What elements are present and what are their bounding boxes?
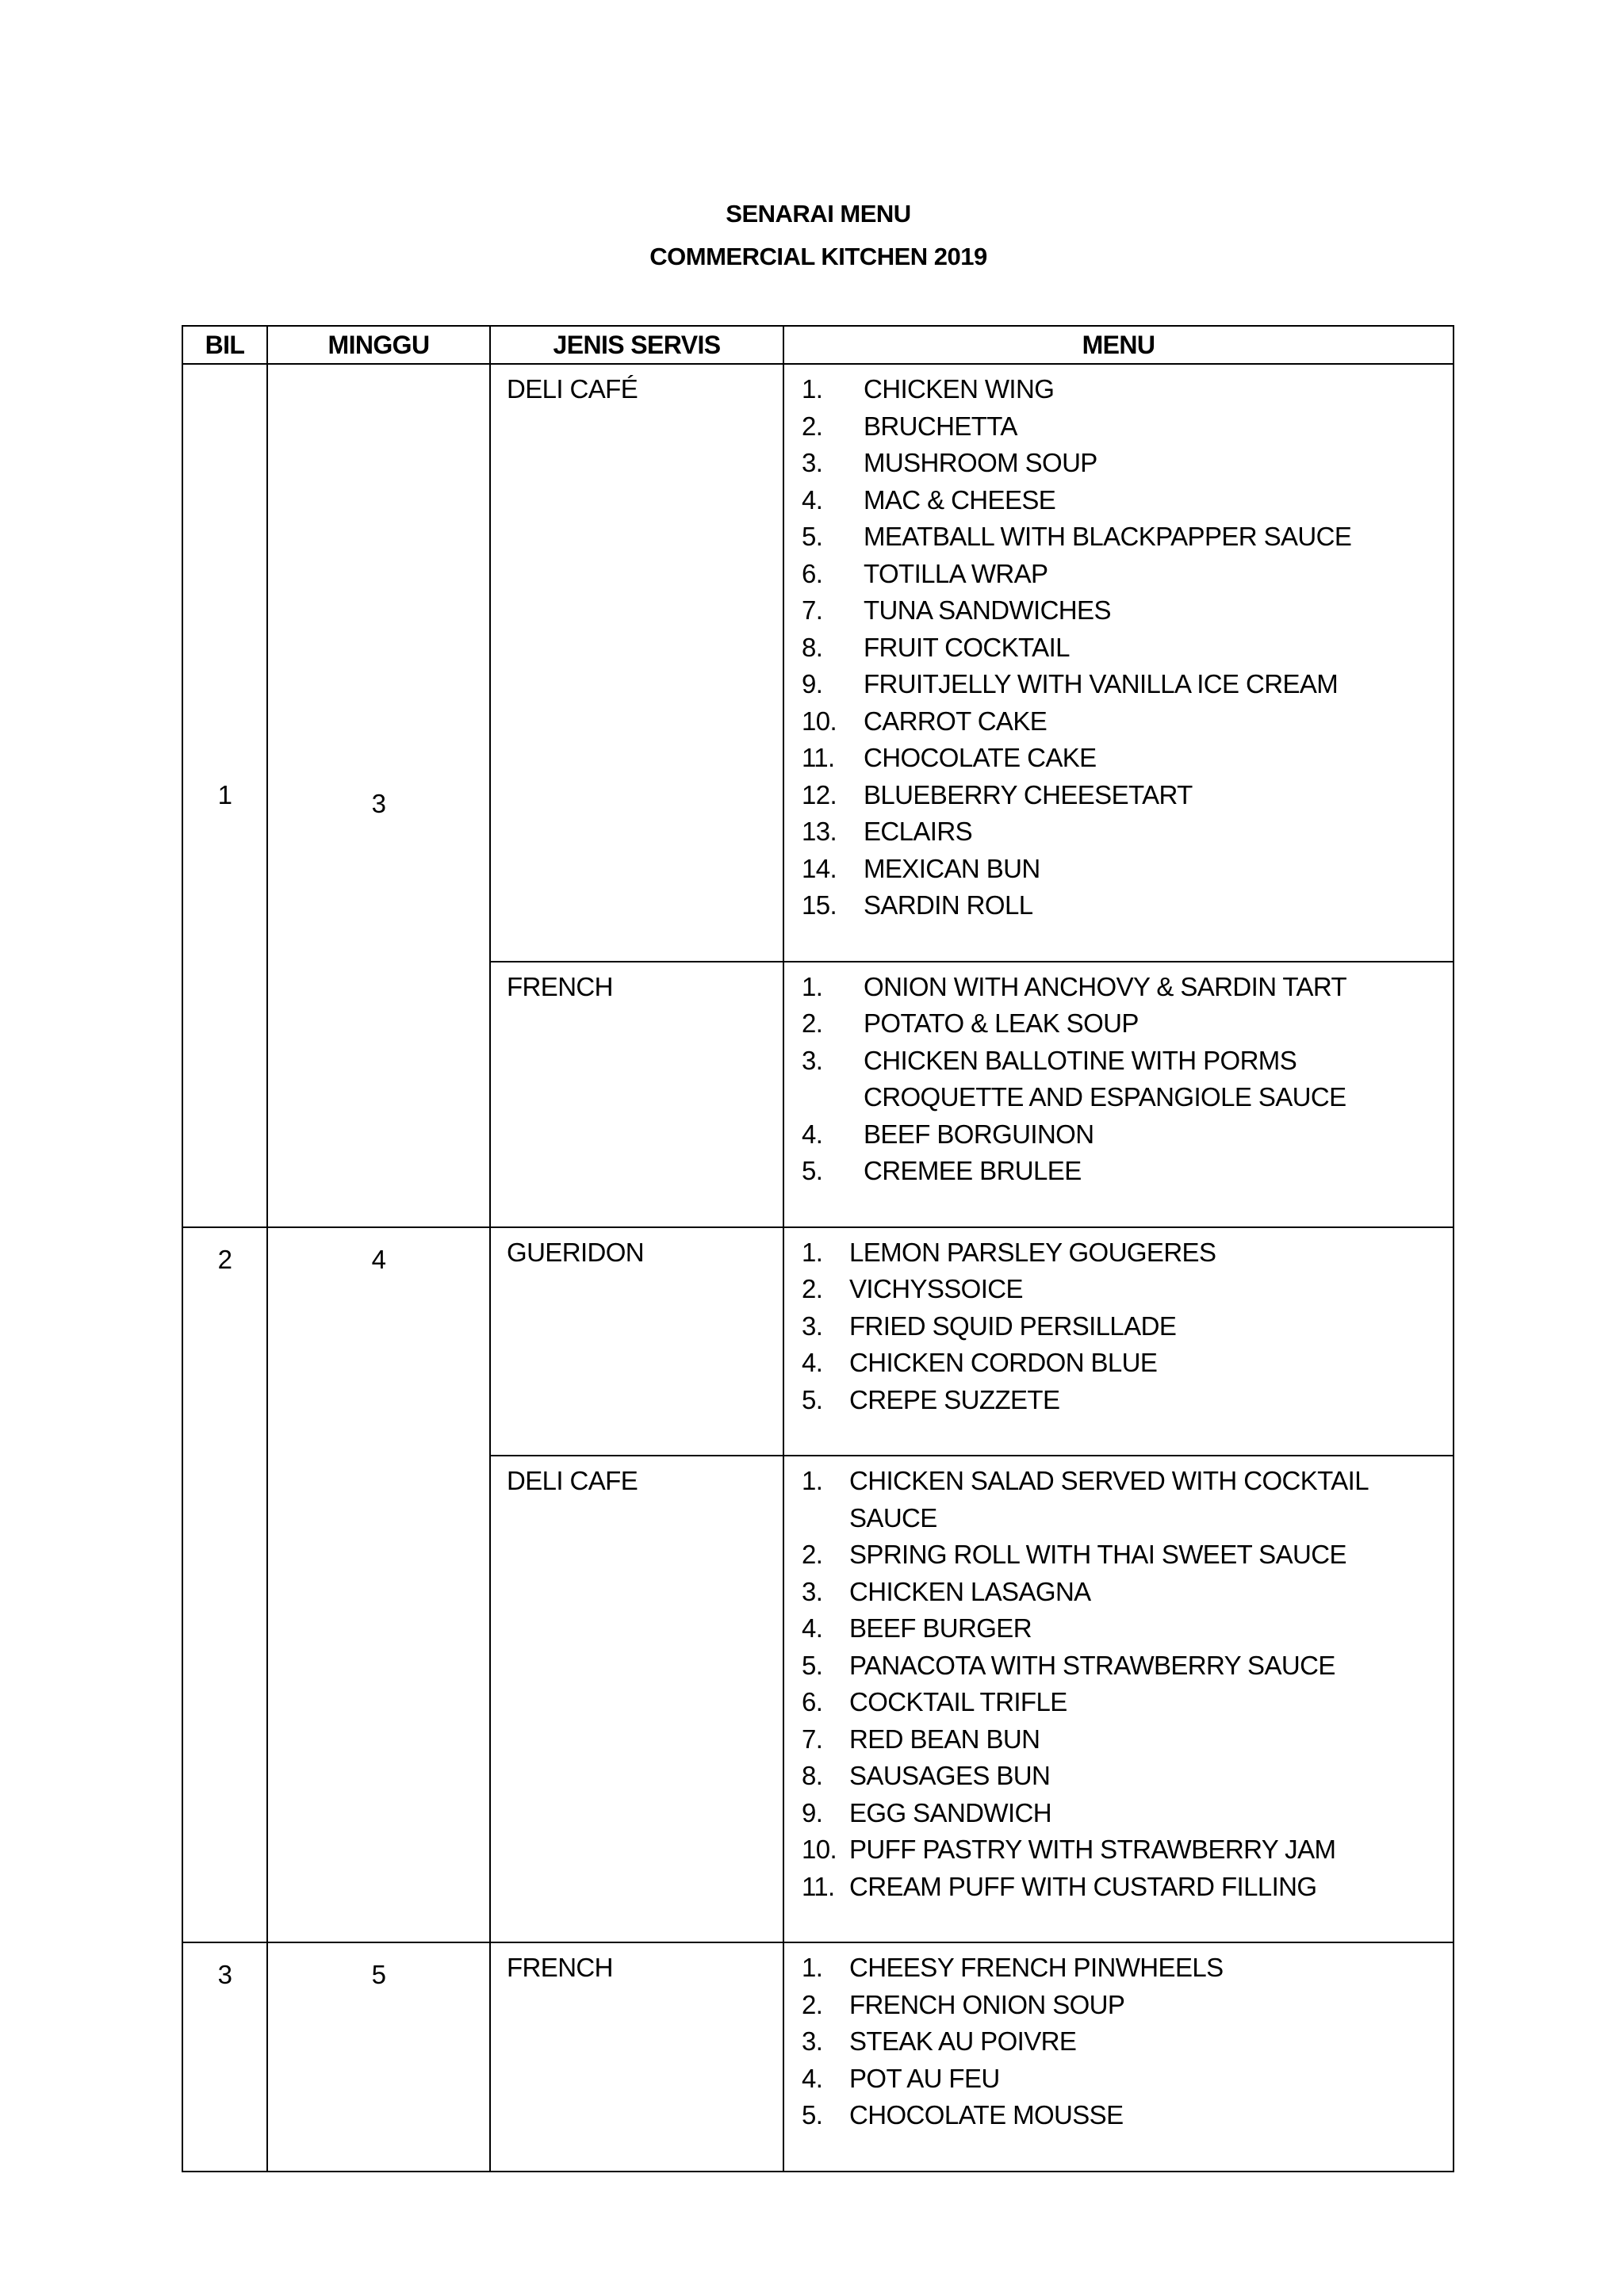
list-item [784, 629, 1453, 667]
item-number: 2. [802, 1540, 823, 1569]
item-number: 1. [802, 1237, 823, 1267]
item-number: 2. [802, 1274, 823, 1303]
item-text: POT AU FEU [849, 2063, 1000, 2093]
item-number: 4. [802, 1119, 823, 1149]
item-text: VICHYSSOICE [849, 1274, 1023, 1303]
item-text: CREMEE BRULEE [864, 1156, 1082, 1185]
item-text: BRUCHETTA [864, 411, 1017, 441]
item-number: 3. [802, 1311, 823, 1341]
list-item [784, 519, 1453, 556]
menu-item-list [784, 371, 1453, 924]
list-item [784, 1116, 1453, 1154]
menu-table-body [182, 364, 1454, 2172]
item-text: CHOCOLATE MOUSSE [849, 2100, 1124, 2130]
item-number: 10. [802, 1835, 837, 1864]
list-item [784, 813, 1453, 851]
item-number: 3. [802, 1045, 823, 1075]
item-number: 4. [802, 484, 823, 515]
bil-cell: 2 [182, 1227, 267, 1943]
item-text: CHICKEN BALLOTINE WITH PORMS CROQUETTE AND ESPANGIOLE SAUCE [864, 1045, 1346, 1112]
service-type-cell: DELI CAFÉ [490, 364, 783, 962]
item-number: 9. [802, 669, 823, 698]
item-number: 3. [802, 448, 823, 477]
item-number: 9. [802, 1797, 823, 1827]
item-text: SPRING ROLL WITH THAI SWEET SAUCE [849, 1540, 1346, 1569]
item-text: FRENCH ONION SOUP [849, 1989, 1125, 2019]
list-item [784, 1005, 1453, 1043]
menu-item-list [784, 1950, 1453, 2134]
item-number: 1. [802, 1466, 823, 1495]
item-text: CREAM PUFF WITH CUSTARD FILLING [849, 1871, 1317, 1901]
list-item [784, 1869, 1453, 1906]
item-number: 2. [802, 1989, 823, 2019]
list-item [784, 1987, 1453, 2024]
list-item [784, 1610, 1453, 1647]
list-item [784, 703, 1453, 740]
item-text: CHEESY FRENCH PINWHEELS [849, 1953, 1224, 1982]
list-item [784, 1647, 1453, 1685]
menu-table [182, 325, 1454, 2172]
list-item [784, 1345, 1453, 1382]
list-item [784, 1574, 1453, 1611]
column-header-minggu: MINGGU [267, 326, 490, 364]
table-row [182, 1227, 1454, 1456]
item-text: SAUSAGES BUN [849, 1761, 1051, 1790]
item-text: CHICKEN WING [864, 374, 1055, 404]
item-text: SARDIN ROLL [864, 890, 1033, 920]
item-text: CHICKEN SALAD SERVED WITH COCKTAIL SAUCE [849, 1466, 1368, 1533]
item-number: 12. [802, 779, 837, 809]
item-text: ONION WITH ANCHOVY & SARDIN TART [864, 971, 1347, 1001]
item-text: CARROT CAKE [864, 706, 1048, 736]
list-item [784, 666, 1453, 703]
item-text: CHICKEN LASAGNA [849, 1576, 1091, 1606]
list-item [784, 1153, 1453, 1190]
list-item [784, 1308, 1453, 1345]
list-item [784, 969, 1453, 1006]
menu-items-cell [783, 962, 1454, 1227]
item-text: PANACOTA WITH STRAWBERRY SAUCE [849, 1650, 1335, 1680]
item-number: 15. [802, 890, 837, 920]
item-number: 8. [802, 632, 823, 662]
list-item [784, 1950, 1453, 1987]
item-number: 1. [802, 971, 823, 1001]
item-number: 13. [802, 817, 837, 846]
item-text: MEXICAN BUN [864, 853, 1040, 883]
list-item [784, 2023, 1453, 2061]
item-text: FRUIT COCKTAIL [864, 632, 1070, 662]
list-item [784, 1271, 1453, 1308]
menu-item-list [784, 1463, 1453, 1905]
table-row [182, 364, 1454, 962]
item-number: 1. [802, 1953, 823, 1982]
list-item [784, 592, 1453, 629]
list-item [784, 777, 1453, 814]
minggu-cell: 4 [267, 1227, 490, 1943]
item-number: 10. [802, 706, 837, 736]
list-item [784, 851, 1453, 888]
service-type-cell: FRENCH [490, 1942, 783, 2172]
item-number: 5. [802, 1156, 823, 1185]
item-text: FRIED SQUID PERSILLADE [849, 1311, 1177, 1341]
list-item [784, 1043, 1453, 1116]
column-header-bil: BIL [182, 326, 267, 364]
item-number: 5. [802, 2100, 823, 2130]
item-text: BLUEBERRY CHEESETART [864, 779, 1193, 809]
menu-item-list [784, 969, 1453, 1190]
item-number: 4. [802, 2063, 823, 2093]
column-header-menu: MENU [783, 326, 1454, 364]
list-item [784, 1234, 1453, 1272]
list-item [784, 1463, 1453, 1536]
menu-items-cell [783, 1942, 1454, 2172]
item-text: COCKTAIL TRIFLE [849, 1687, 1067, 1716]
item-number: 14. [802, 853, 837, 883]
item-number: 4. [802, 1613, 823, 1643]
item-number: 3. [802, 2026, 823, 2056]
list-item [784, 1831, 1453, 1869]
item-text: EGG SANDWICH [849, 1797, 1051, 1827]
item-number: 3. [802, 1576, 823, 1606]
item-number: 2. [802, 411, 823, 441]
item-number: 4. [802, 1348, 823, 1377]
service-type-cell: DELI CAFE [490, 1456, 783, 1942]
item-text: STEAK AU POIVRE [849, 2026, 1077, 2056]
bil-cell: 1 [182, 364, 267, 1227]
list-item [784, 887, 1453, 924]
item-text: MAC & CHEESE [864, 484, 1056, 515]
item-number: 5. [802, 1384, 823, 1414]
item-number: 5. [802, 522, 823, 551]
minggu-cell: 3 [267, 364, 490, 1227]
item-text: CREPE SUZZETE [849, 1384, 1060, 1414]
document-subtitle: COMMERCIAL KITCHEN 2019 [649, 243, 987, 270]
list-item [784, 1721, 1453, 1758]
item-text: PUFF PASTRY WITH STRAWBERRY JAM [849, 1835, 1336, 1864]
item-number: 5. [802, 1650, 823, 1680]
item-text: TOTILLA WRAP [864, 558, 1048, 588]
item-number: 7. [802, 595, 823, 625]
item-number: 6. [802, 558, 823, 588]
item-number: 1. [802, 374, 823, 404]
item-text: RED BEAN BUN [849, 1724, 1040, 1754]
header-row [182, 326, 1454, 364]
item-number: 8. [802, 1761, 823, 1790]
menu-items-cell [783, 1227, 1454, 1456]
item-number: 2. [802, 1008, 823, 1038]
list-item [784, 1758, 1453, 1795]
item-number: 11. [802, 1871, 835, 1901]
item-number: 6. [802, 1687, 823, 1716]
item-text: MUSHROOM SOUP [864, 448, 1097, 477]
item-text: LEMON PARSLEY GOUGERES [849, 1237, 1216, 1267]
list-item [784, 408, 1453, 446]
item-text: BEEF BURGER [849, 1613, 1032, 1643]
item-text: TUNA SANDWICHES [864, 595, 1111, 625]
column-header-jenis-servis: JENIS SERVIS [490, 326, 783, 364]
list-item [784, 445, 1453, 482]
list-item [784, 1684, 1453, 1721]
table-row [182, 1942, 1454, 2172]
menu-items-cell [783, 1456, 1454, 1942]
document-title: SENARAI MENU [726, 200, 911, 228]
item-text: FRUITJELLY WITH VANILLA ICE CREAM [864, 669, 1339, 698]
list-item [784, 482, 1453, 519]
list-item [784, 1382, 1453, 1419]
item-number: 7. [802, 1724, 823, 1754]
list-item [784, 1536, 1453, 1574]
list-item [784, 556, 1453, 593]
item-number: 11. [802, 743, 835, 772]
service-type-cell: FRENCH [490, 962, 783, 1227]
item-text: CHICKEN CORDON BLUE [849, 1348, 1158, 1377]
item-text: POTATO & LEAK SOUP [864, 1008, 1139, 1038]
minggu-cell: 5 [267, 1942, 490, 2172]
service-type-cell: GUERIDON [490, 1227, 783, 1456]
item-text: BEEF BORGUINON [864, 1119, 1094, 1149]
list-item [784, 1795, 1453, 1832]
item-text: CHOCOLATE CAKE [864, 743, 1097, 772]
bil-cell: 3 [182, 1942, 267, 2172]
item-text: MEATBALL WITH BLACKPAPPER SAUCE [864, 522, 1352, 551]
list-item [784, 2061, 1453, 2098]
menu-items-cell [783, 364, 1454, 962]
list-item [784, 371, 1453, 408]
menu-item-list [784, 1234, 1453, 1419]
list-item [784, 740, 1453, 777]
item-text: ECLAIRS [864, 817, 973, 846]
list-item [784, 2097, 1453, 2134]
